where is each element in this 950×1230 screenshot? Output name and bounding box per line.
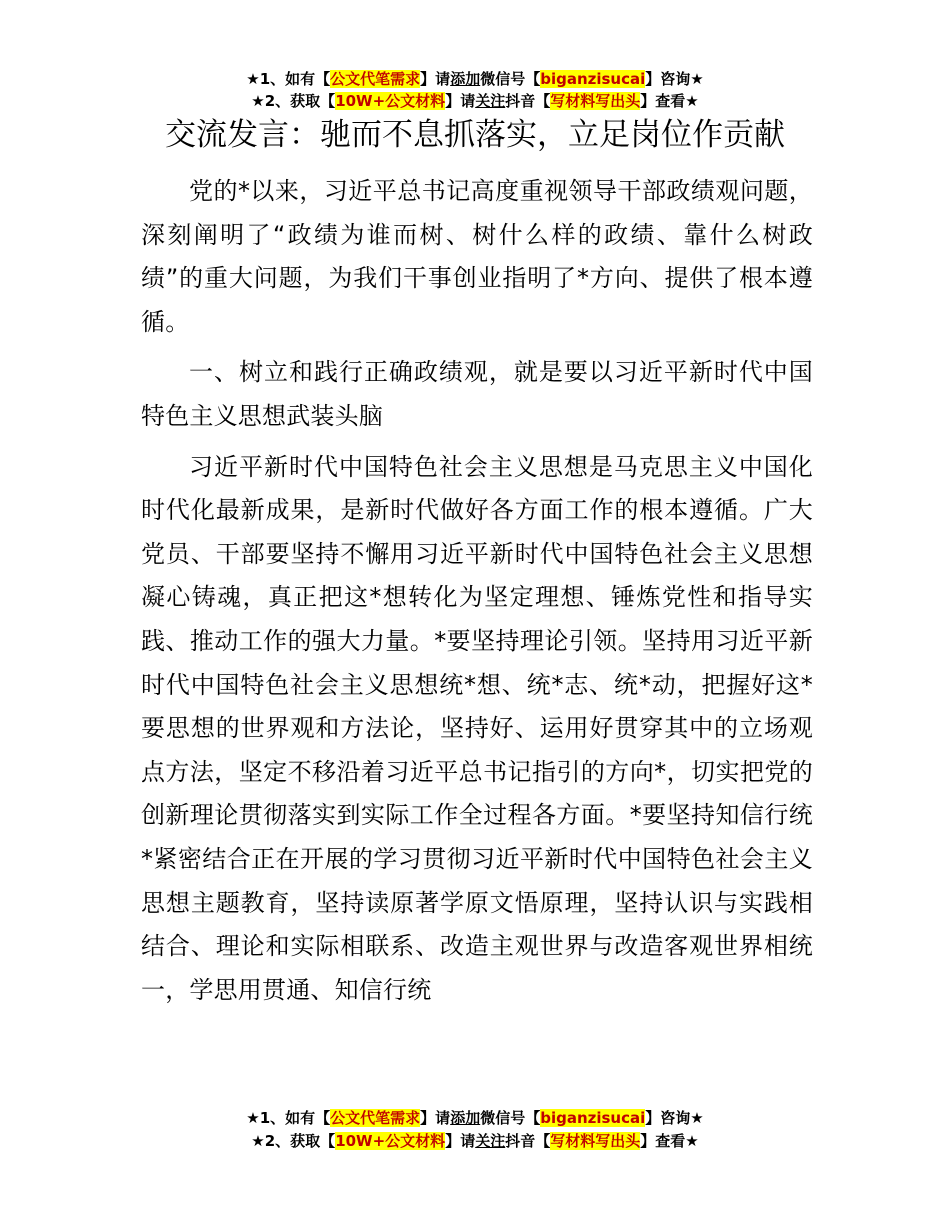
promo-highlight-materials: 10W+公文材料 bbox=[335, 1132, 446, 1150]
promo-underlined-text: 关注 bbox=[475, 92, 506, 110]
promo-text: 】请 bbox=[420, 1109, 451, 1127]
promo-highlight-service: 公文代笔需求 bbox=[330, 1109, 421, 1127]
promo-text: ★2、获取【 bbox=[251, 1132, 336, 1150]
promo-text: ★2、获取【 bbox=[251, 92, 336, 110]
promo-highlight-wechat-id: biganzisucai bbox=[540, 70, 646, 88]
header-promo-line-2 bbox=[0, 90, 950, 112]
promo-text: 】咨询★ bbox=[645, 1109, 704, 1127]
promo-text: 微信号【 bbox=[480, 1109, 541, 1127]
document-body bbox=[141, 170, 813, 1019]
promo-text: 】请 bbox=[445, 1132, 476, 1150]
header-promo-line-1 bbox=[0, 68, 950, 90]
promo-underlined-text: 添加 bbox=[450, 70, 481, 88]
promo-text: ★1、如有【 bbox=[246, 70, 331, 88]
promo-highlight-service: 公文代笔需求 bbox=[330, 70, 421, 88]
promo-underlined-text: 关注 bbox=[475, 1132, 506, 1150]
promo-highlight-douyin: 写材料写出头 bbox=[550, 1132, 641, 1150]
promo-text: 微信号【 bbox=[480, 70, 541, 88]
promo-highlight-materials: 10W+公文材料 bbox=[335, 92, 446, 110]
promo-text: ★1、如有【 bbox=[246, 1109, 331, 1127]
footer-promo-line-1 bbox=[0, 1107, 950, 1129]
promo-text: 抖音【 bbox=[505, 1132, 551, 1150]
promo-underlined-text: 添加 bbox=[450, 1109, 481, 1127]
promo-text: 】请 bbox=[420, 70, 451, 88]
promo-text: 】查看★ bbox=[640, 92, 699, 110]
body-paragraph-section-1: 习近平新时代中国特色社会主义思想是马克思主义中国化时代化最新成果，是新时代做好各方面工作的根本遵循。广大党员、干部要坚持不懈用习近平新时代中国特色社会主义思想凝心铸魂，真正把这*想转化为坚定理想、锤炼党性和指导实践、推动工作的强大力量。*要坚持理论引领。坚持用习近平新时代中国特色社会主义思想统*想、统*志、统*动，把握好这*要思想的世界观和方法论，坚持好、运用好贯穿其中的立场观点方法，坚定不移沿着习近平总书记指引的方向*，切实把党的创新理论贯彻落实到实际工作全过程各方面。*要坚持知信行统*紧密结合正在开展的学习贯彻习近平新时代中国特色社会主义思想主题教育，坚持读原著学原文悟原理，坚持认识与实践相结合、理论和实际相联系、改造主观世界与改造客观世界相统一，学思用贯通、知信行统 bbox=[141, 452, 813, 1004]
promo-text: 抖音【 bbox=[505, 92, 551, 110]
footer-promo-line-2 bbox=[0, 1130, 950, 1152]
body-paragraph-intro: 党的*以来，习近平总书记高度重视领导干部政绩观问题，深刻阐明了“政绩为谁而树、树什么样的政绩、靠什么树政绩”的重大问题，为我们干事创业指明了*方向、提供了根本遵循。 bbox=[141, 177, 813, 336]
promo-text: 】查看★ bbox=[640, 1132, 699, 1150]
promo-text: 】请 bbox=[445, 92, 476, 110]
section-heading-1: 一、树立和践行正确政绩观，就是要以习近平新时代中国特色主义思想武装头脑 bbox=[141, 358, 813, 430]
promo-highlight-wechat-id: biganzisucai bbox=[540, 1109, 646, 1127]
promo-highlight-douyin: 写材料写出头 bbox=[550, 92, 641, 110]
promo-text: 】咨询★ bbox=[645, 70, 704, 88]
document-title: 交流发言：驰而不息抓落实，立足岗位作贡献 bbox=[165, 117, 785, 153]
